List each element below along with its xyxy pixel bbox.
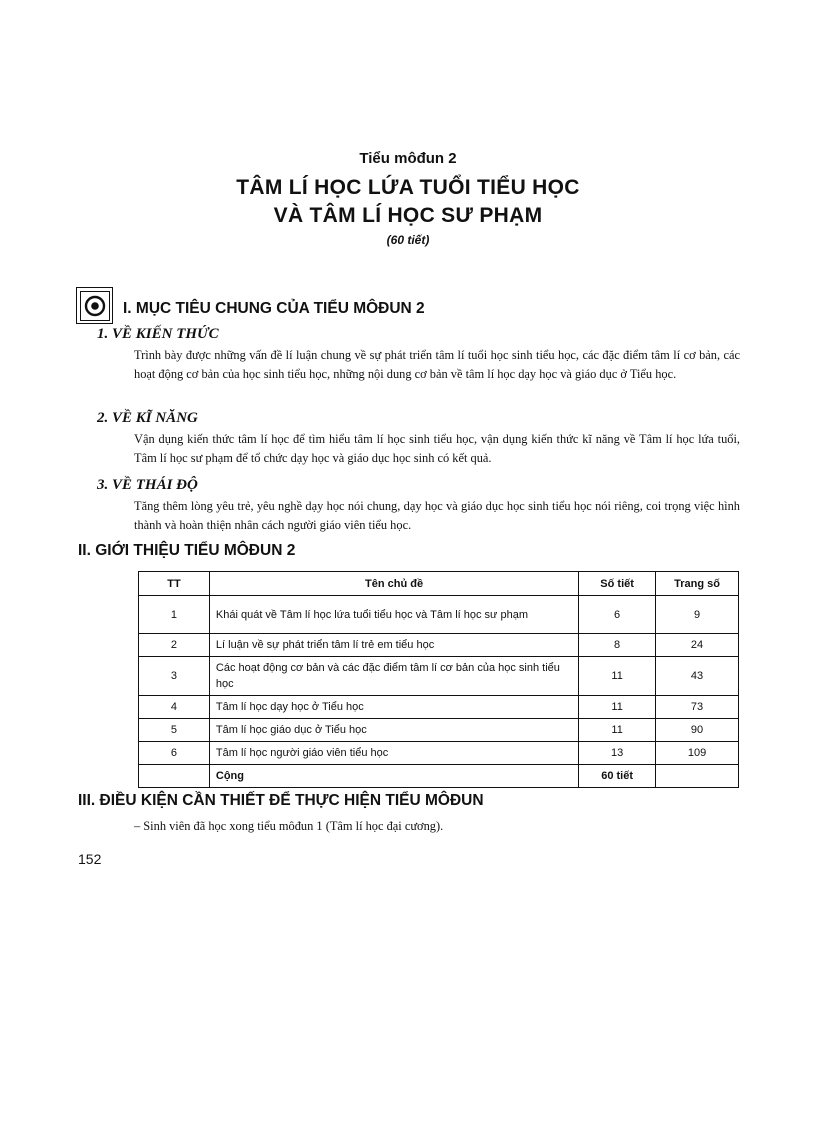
subsection-3-heading: 3. VỀ THÁI ĐỘ (97, 477, 198, 493)
column-header: TT (139, 572, 210, 596)
table-cell: 4 (139, 696, 210, 719)
table-cell: 43 (656, 657, 739, 696)
subsection-1-text: Trình bày được những vấn đề lí luận chung về sự phát triển tâm lí tuổi học sinh tiểu học, các đặc điểm tâm lí cơ bản, các hoạt động cơ bản của học sinh tiểu học, những nội dung cơ bản về tâm lí học dạy học và giáo dục ở Tiểu học. (134, 348, 740, 381)
table-cell: 24 (656, 634, 739, 657)
subsection-1-heading: 1. VỀ KIẾN THỨC (97, 326, 219, 342)
periods-label: (60 tiết) (386, 233, 430, 247)
title-line-2: VÀ TÂM LÍ HỌC SƯ PHẠM (273, 204, 543, 227)
table-cell: 8 (579, 634, 656, 657)
table-cell: 13 (579, 742, 656, 765)
section-2-heading: II. GIỚI THIỆU TIỂU MÔĐUN 2 (78, 542, 296, 559)
table-cell: Lí luận về sự phát triển tâm lí trẻ em tiểu học (209, 634, 578, 657)
topics-table (138, 571, 739, 788)
section-3-heading: III. ĐIỀU KIỆN CẦN THIẾT ĐỂ THỰC HIỆN TIỂU MÔĐUN (78, 792, 484, 809)
subsection-2-text: Vận dụng kiến thức tâm lí học để tìm hiểu tâm lí học sinh tiểu học, vận dụng kiến thức kĩ năng về Tâm lí học lứa tuổi, Tâm lí học sư phạm để tổ chức dạy học và giáo dục học sinh có kết quả. (134, 432, 740, 465)
table-cell: 109 (656, 742, 739, 765)
table-cell: 73 (656, 696, 739, 719)
table-cell: 9 (656, 596, 739, 634)
submodule-label: Tiểu môđun 2 (359, 150, 457, 167)
subsection-3-text: Tăng thêm lòng yêu trẻ, yêu nghề dạy học nói chung, dạy học và giáo dục học sinh tiểu học nói riêng, coi trọng việc hình thành và hoàn thiện nhân cách người giáo viên tiểu học. (134, 499, 740, 532)
table-cell: 90 (656, 719, 739, 742)
target-icon (76, 287, 113, 324)
table-cell: 3 (139, 657, 210, 696)
table-total-row (139, 765, 739, 788)
title-line-1: TÂM LÍ HỌC LỨA TUỔI TIỂU HỌC (236, 176, 580, 199)
table-cell: Các hoạt động cơ bản và các đặc điểm tâm lí cơ bản của học sinh tiểu học (209, 657, 578, 696)
subsection-2-heading: 2. VỀ KĨ NĂNG (97, 410, 198, 426)
table-cell: Tâm lí học người giáo viên tiểu học (209, 742, 578, 765)
table-row (139, 742, 739, 765)
table-cell: 11 (579, 696, 656, 719)
table-row (139, 596, 739, 634)
table-cell: 5 (139, 719, 210, 742)
column-header: Tên chủ đề (209, 572, 578, 596)
table-row (139, 634, 739, 657)
page-number: 152 (78, 851, 102, 867)
table-row (139, 719, 739, 742)
table-row (139, 657, 739, 696)
table-cell: Khái quát về Tâm lí học lứa tuổi tiểu học và Tâm lí học sư phạm (209, 596, 578, 634)
table-cell (656, 765, 739, 788)
table-cell: 1 (139, 596, 210, 634)
total-periods: 60 tiết (579, 765, 656, 788)
page-title (0, 174, 816, 230)
table-cell: Tâm lí học dạy học ở Tiểu học (209, 696, 578, 719)
table-cell: 6 (139, 742, 210, 765)
table-cell: 11 (579, 719, 656, 742)
total-label: Cộng (209, 765, 578, 788)
section-1-heading: I. MỤC TIÊU CHUNG CỦA TIỂU MÔĐUN 2 (123, 300, 425, 317)
table-cell: 2 (139, 634, 210, 657)
prerequisite-item: – Sinh viên đã học xong tiểu môđun 1 (Tâm lí học đại cương). (134, 819, 444, 833)
column-header: Số tiết (579, 572, 656, 596)
column-header: Trang số (656, 572, 739, 596)
table-cell: Tâm lí học giáo dục ở Tiểu học (209, 719, 578, 742)
table-cell: 6 (579, 596, 656, 634)
table-cell (139, 765, 210, 788)
table-cell: 11 (579, 657, 656, 696)
table-header-row (139, 572, 739, 596)
table-row (139, 696, 739, 719)
